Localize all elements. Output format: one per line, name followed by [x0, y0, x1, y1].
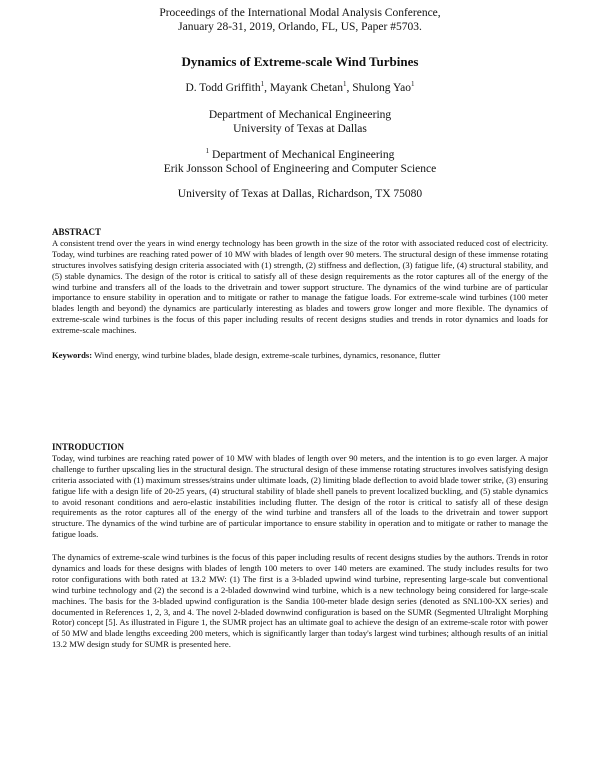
affiliation-2: [0, 148, 600, 176]
abstract-heading: ABSTRACT: [52, 227, 102, 237]
introduction-heading: INTRODUCTION: [52, 442, 125, 452]
affiliation-department: Department of Mechanical Engineering: [212, 149, 395, 161]
conference-header: [0, 6, 600, 34]
introduction-paragraph-2: The dynamics of extreme-scale wind turbines is the focus of this paper including results of recent designs studies by the authors. Trends in rotor dynamics and loads for these designs with blades of length 100 meters to over 140 meters are examined. The study includes results for two rotor configurations with both rated at 13.2 MW: (1) The first is a 3-bladed upwind wind turbine, representing large-scale but conventional wind turbine technology and (2) the second is a 2-bladed downwind wind turbine, which is a new technology being considered for large-scale machines. The basis for the 3-bladed upwind configuration is the Sandia 100-meter blade design series (denoted as SNL100-XX series) and documented in References 1, 2, 3, and 4. The novel 2-bladed downwind configuration is based on the SUMR (Segmented Ultralight Morphing Rotor) concept [5]. As illustrated in Figure 1, the SUMR project has an ultimate goal to achieve the design of an extreme-scale rotor with power of 50 MW and blade lengths exceeding 200 meters, which is significantly larger than today's largest wind turbines; although results of an initial 13.2 MW design study for SUMR is presented here.: [52, 552, 548, 650]
affiliation-school: Erik Jonsson School of Engineering and Computer Science: [163, 163, 437, 175]
author-name: Mayank Chetan: [269, 82, 343, 94]
abstract-text: A consistent trend over the years in wind energy technology has been growth in the size of the rotor with associated reduced cost of electricity. Today, wind turbines are reaching rated power of 10 MW with blades of length over 90 meters. The structural design of these immense rotating structures involves satisfying design criteria associated with (1) strength, (2) stiffness and deflection, (3) fatigue life, (4) structural stability, and (5) stable dynamics. The design of the rotor is critical to satisfy all of these design requirements as the rotor captures all of the energy of the wind turbine and transfers all of the loads to the drivetrain and tower support structure. The dynamics of the wind turbine are of particular importance to ensure stability in operation and to mitigate or rather to manage the fatigue loads. For extreme-scale wind turbines (100 meter blades length and beyond) the dynamics are particularly interesting as blades and towers grow longer and more flexible. The dynamics of extreme-scale wind turbines is the focus of this paper including results of recent designs studies and trends in rotor dynamics and loads for extreme-scale machines.: [52, 237, 548, 336]
introduction-section: [52, 442, 548, 540]
affiliation-department: Department of Mechanical Engineering: [208, 109, 392, 121]
affiliation-address: University of Texas at Dallas, Richardson, TX 75080: [177, 188, 423, 200]
affiliation-university: University of Texas at Dallas: [233, 123, 367, 135]
author-name: D. Todd Griffith: [185, 82, 261, 94]
keywords-label: Keywords:: [52, 350, 93, 360]
author-affiliation-mark: 1: [411, 80, 415, 89]
conference-line-1: Proceedings of the International Modal Analysis Conference,: [159, 7, 441, 19]
affiliation-mark: 1: [205, 147, 210, 156]
author-list: D. Todd Griffith$^1$, Mayank Chetan$^1$, Shulong Yao$^1$: [185, 80, 415, 94]
abstract-section: [52, 227, 548, 336]
author-affiliation-mark: 1: [260, 80, 265, 89]
paper-title: Dynamics of Extreme-scale Wind Turbines: [181, 54, 419, 69]
keywords-line: [52, 350, 548, 361]
conference-line-2: January 28-31, 2019, Orlando, FL, US, Paper #5703.: [178, 21, 422, 33]
author-name: Shulong Yao: [352, 82, 412, 94]
affiliation-1: [0, 108, 600, 136]
introduction-paragraph-1: Today, wind turbines are reaching rated power of 10 MW with blades of length over 90 meters, and the intention is to go even larger. A major challenge to further upscaling lies in the structural design. The structural design of these immense rotating structures involves satisfying design criteria associated with (1) maximum stresses/strains under ultimate loads, (2) limiting blade deflection to avoid blade tower strike, (3) ensuring fatigue life with a design life of 20-25 years, (4) structural stability of blade shell panels to prevent localized buckling, and (5) stable dynamics to avoid resonant conditions and aero-elastic instabilities including flutter. The design of the rotor is critical to satisfy all of these design requirements as the rotor captures all of the energy of the wind turbine and transfers all of the loads to the drivetrain and tower support structure. The dynamics of the wind turbine are of particular importance to ensure stability in operation and to mitigate or rather to manage the fatigue loads.: [52, 452, 548, 540]
keywords-text: Wind energy, wind turbine blades, blade design, extreme-scale turbines, dynamics, resonance, flutter: [94, 350, 441, 360]
author-affiliation-mark: 1: [342, 80, 347, 89]
